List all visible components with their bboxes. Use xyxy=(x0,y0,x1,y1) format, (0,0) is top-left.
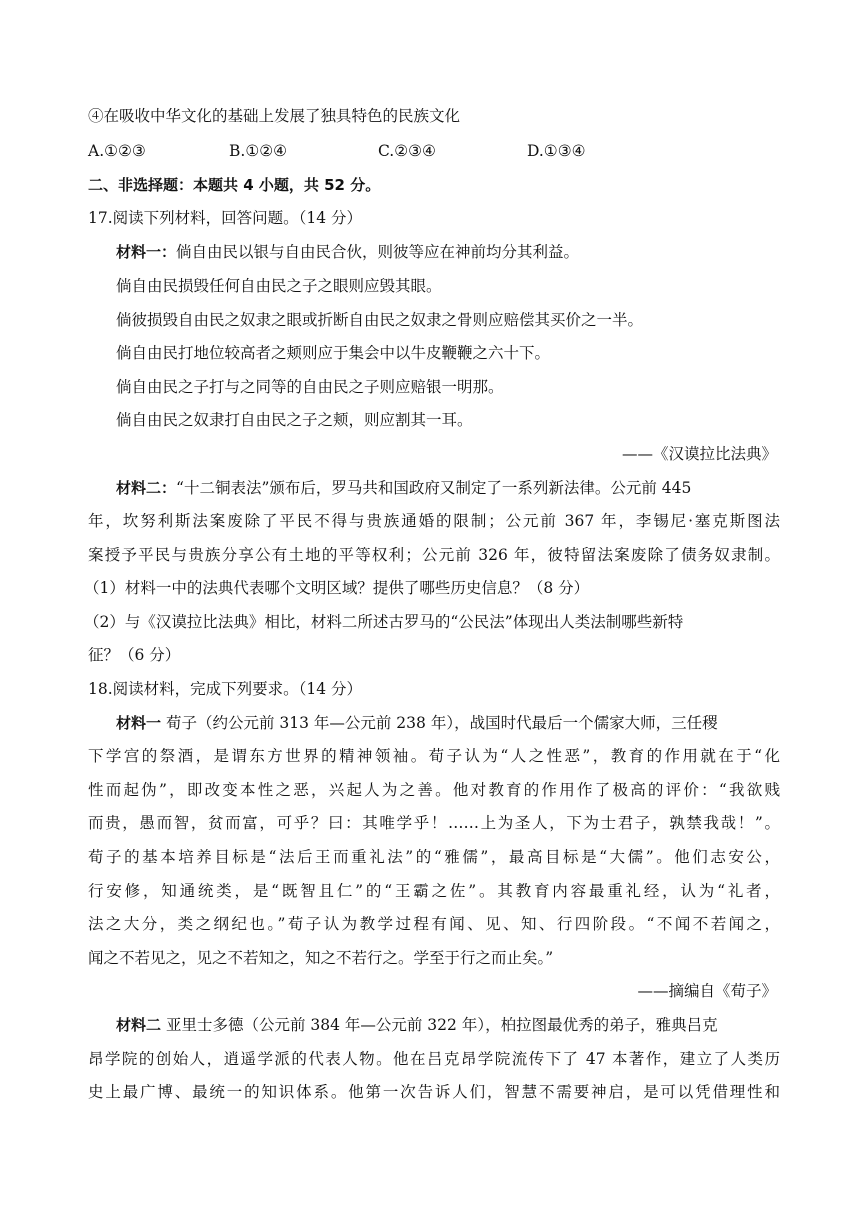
material-text: “十二铜表法”颁布后，罗马共和国政府又制定了一系列新法律。公元前 445 xyxy=(176,479,692,497)
q17-material-1-source: ——《汉谟拉比法典》 xyxy=(621,445,777,463)
q17-material-2-line: 案授予平民与贵族分享公有土地的平等权利；公元前 326 年，彼特留法案废除了债务奴隶制。 xyxy=(88,546,780,564)
section-title: 二、非选择题：本题共 4 小题，共 52 分。 xyxy=(88,176,381,194)
q16-item-4: ④在吸收中华文化的基础上发展了独具特色的民族文化 xyxy=(88,107,461,125)
option-c: C.②③④ xyxy=(378,142,436,160)
material-label: 材料一 xyxy=(116,714,162,732)
q17-material-1-line: 倘自由民打地位较高者之颊则应于集会中以牛皮鞭鞭之六十下。 xyxy=(116,344,551,362)
q17-subquestion-1: （1）材料一中的法典代表哪个文明区域？提供了哪些历史信息？（8 分） xyxy=(84,579,590,597)
q17-material-1-line xyxy=(116,242,579,262)
q18-material-2-line: 昂学院的创始人，逍遥学派的代表人物。他在吕克昂学院流传下了 47 本著作，建立了人类历 xyxy=(88,1050,780,1068)
q18-material-1-line: 法之大分，类之纲纪也。”荀子认为教学过程有闻、见、知、行四阶段。“不闻不若闻之， xyxy=(88,915,780,933)
material-text: 荀子（约公元前 313 年—公元前 238 年），战国时代最后一个儒家大师，三任稷 xyxy=(161,714,718,732)
q17-material-2-line xyxy=(116,478,691,498)
q18-material-2-line: 史上最广博、最统一的知识体系。他第一次告诉人们，智慧不需要神启，是可以凭借理性和 xyxy=(88,1083,780,1101)
q18-material-1-line: 荀子的基本培养目标是“法后王而重礼法”的“雅儒”，最高目标是“大儒”。他们志安公， xyxy=(88,848,780,866)
material-label: 材料二 xyxy=(116,1016,162,1034)
q17-material-1-line: 倘自由民之奴隶打自由民之子之颊，则应割其一耳。 xyxy=(116,411,473,429)
material-text: 亚里士多德（公元前 384 年—公元前 322 年），柏拉图最优秀的弟子，雅典吕克 xyxy=(161,1016,718,1034)
material-label: 材料二： xyxy=(116,479,177,497)
option-b: B.①②④ xyxy=(229,142,288,160)
q17-material-1-line: 倘自由民之子打与之同等的自由民之子则应赔银一明那。 xyxy=(116,378,504,396)
q17-material-1-line: 倘彼损毁自由民之奴隶之眼或折断自由民之奴隶之骨则应赔偿其买价之一半。 xyxy=(116,311,644,329)
q17-material-2-line: 年，坎努利斯法案废除了平民不得与贵族通婚的限制；公元前 367 年，李锡尼·塞克斯图法 xyxy=(88,512,780,530)
q18-material-1-line xyxy=(116,713,718,733)
q18-material-1-line: 下学宫的祭酒，是谓东方世界的精神领袖。荀子认为“人之性恶”，教育的作用就在于“化 xyxy=(88,747,780,765)
q17-subquestion-2-cont: 征？（6 分） xyxy=(88,646,181,664)
q18-material-2-line xyxy=(116,1015,718,1035)
option-a: A.①②③ xyxy=(88,142,146,160)
q17-subquestion-2: （2）与《汉谟拉比法典》相比，材料二所述古罗马的“公民法”体现出人类法制哪些新特 xyxy=(84,613,684,631)
q18-material-1-line: 行安修，知通统类，是“既智且仁”的“王霸之佐”。其教育内容最重礼经，认为“礼者， xyxy=(88,882,780,900)
q18-material-1-line: 闻之不若见之，见之不若知之，知之不若行之。学至于行之而止矣。” xyxy=(88,949,554,967)
q17-stem: 17.阅读下列材料，回答问题。（14 分） xyxy=(88,209,363,227)
option-d: D.①③④ xyxy=(527,142,586,160)
material-label: 材料一： xyxy=(116,243,177,261)
q18-material-1-source: ——摘编自《荀子》 xyxy=(637,982,777,1000)
q18-material-1-line: 性而起伪”，即改变本性之恶，兴起人为之善。他对教育的作用作了极高的评价：“我欲贱 xyxy=(88,781,780,799)
q17-material-1-line: 倘自由民损毁任何自由民之子之眼则应毁其眼。 xyxy=(116,277,442,295)
material-text: 倘自由民以银与自由民合伙，则彼等应在神前均分其利益。 xyxy=(176,243,580,261)
q18-material-1-line: 而贵，愚而智，贫而富，可乎？曰：其唯学乎！……上为圣人，下为士君子，孰禁我哉！”。 xyxy=(88,814,780,832)
q18-stem: 18.阅读材料，完成下列要求。（14 分） xyxy=(88,680,363,698)
